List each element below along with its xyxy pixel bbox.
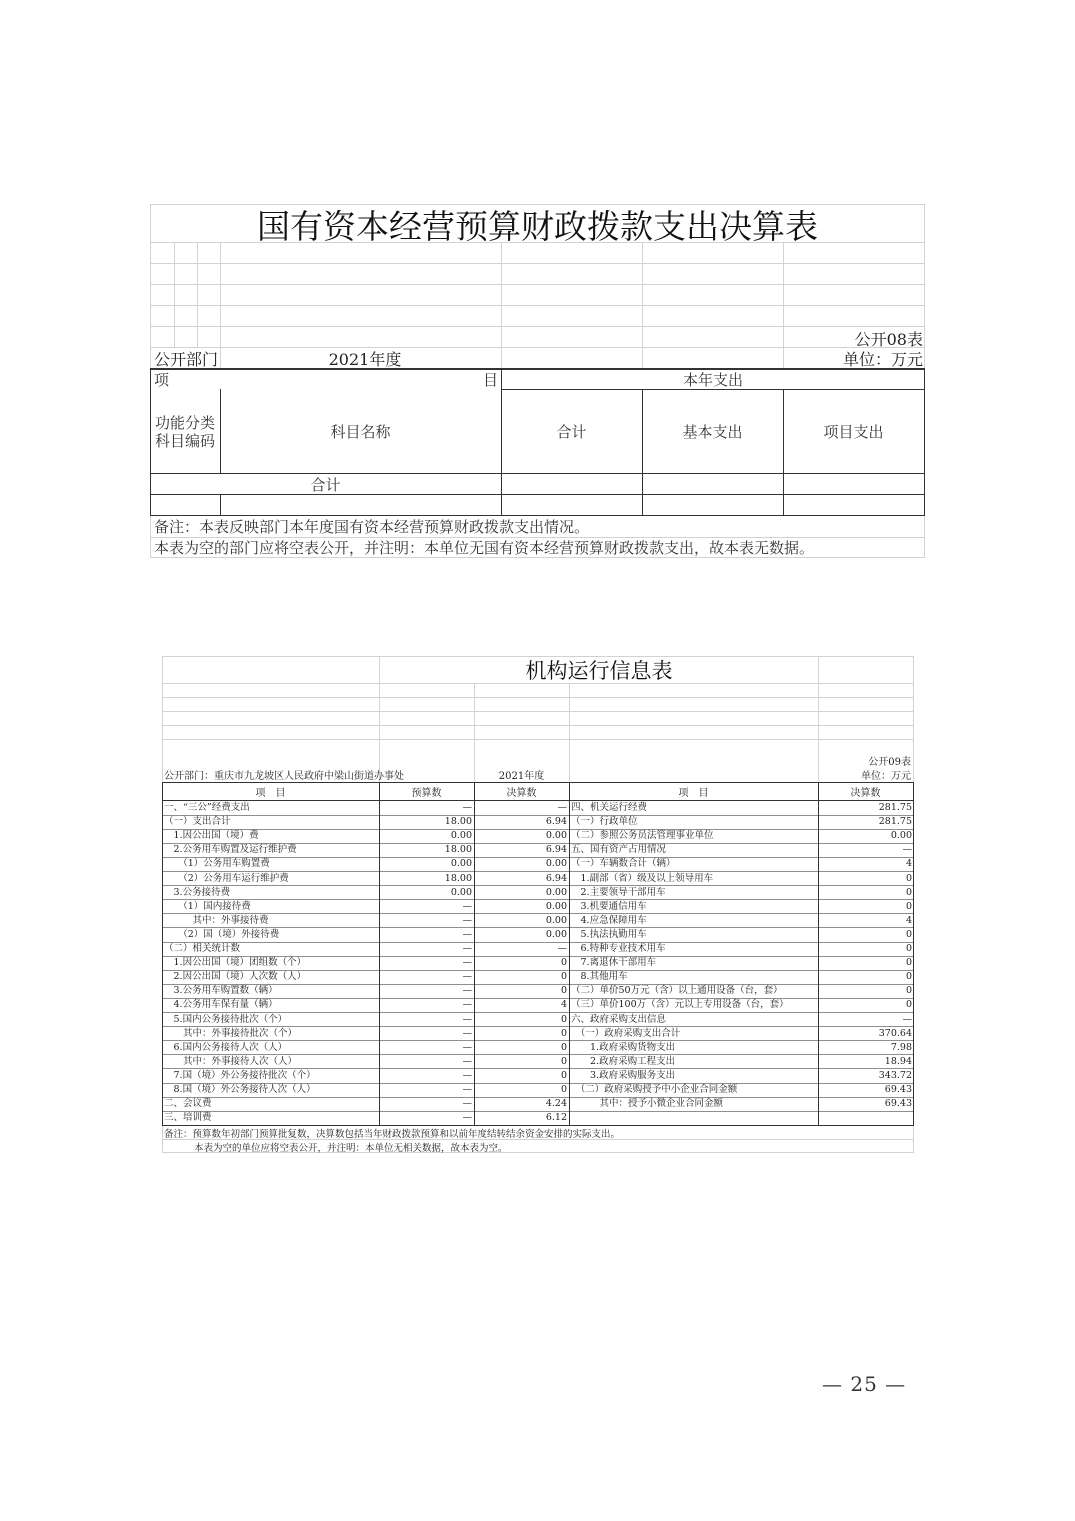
row-item: （1）国内接待费	[164, 900, 251, 912]
table-row	[162, 914, 914, 928]
row-item: （二）相关统计数	[164, 943, 241, 954]
table2-note-2-text: 本表为空的单位应将空表公开，并注明：本单位无相关数据，故本表为空。	[194, 1142, 508, 1154]
row-item: 1.因公出国（境）费	[164, 830, 259, 842]
row-item-right: 1.副部（省）级及以上领导用车	[571, 872, 714, 884]
row-item: 2.公务用车购置及运行维护费	[164, 844, 297, 856]
table-row	[162, 801, 914, 815]
row-budget: 0.00	[450, 886, 472, 898]
row-final-right: 4	[905, 914, 912, 926]
table2-title: 机构运行信息表	[525, 659, 673, 683]
row-item: 三、培训费	[164, 1112, 212, 1124]
table1-total-row-label: 合计	[310, 475, 341, 494]
row-budget: 0.00	[450, 858, 472, 870]
row-item: 4.公务用车保有量（辆）	[164, 999, 278, 1011]
row-item-right: 2.政府采购工程支出	[571, 1055, 676, 1067]
table-row	[162, 942, 914, 956]
row-item: 其中：外事接待费	[164, 914, 269, 926]
row-budget: —	[462, 1069, 472, 1081]
table1-col-code: 功能分类 科目编码	[154, 413, 215, 450]
row-final-right: 69.43	[884, 1084, 912, 1095]
row-item: 3.公务接待费	[164, 886, 231, 898]
table1-dept-label: 公开部门	[154, 349, 219, 369]
table2-header-budget: 预算数	[411, 788, 442, 799]
table-row	[162, 886, 914, 900]
row-final: —	[557, 943, 567, 954]
row-final-right: 0	[905, 886, 912, 898]
row-item-right: 3.机要通信用车	[571, 900, 647, 912]
row-final: 0	[560, 1069, 567, 1081]
table1-col-name: 科目名称	[330, 423, 391, 441]
table2-form-number: 公开09表	[868, 756, 911, 768]
table2-header-final-right: 决算数	[850, 788, 881, 799]
row-item: 8.国（境）外公务接待人次（人）	[164, 1084, 316, 1095]
row-budget: —	[462, 971, 472, 983]
row-final: 0.00	[545, 858, 567, 870]
table-row	[162, 956, 914, 970]
table1-header-current-year: 本年支出	[682, 371, 743, 389]
table-row	[162, 815, 914, 829]
row-item: 2.因公出国（境）人次数（人）	[164, 971, 307, 983]
row-final: 0	[560, 1013, 567, 1025]
table2-note-1: 备注：预算数年初部门预算批复数，决算数包括当年财政拨款预算和以前年度结转结余资金安排的实际支出。	[164, 1129, 621, 1140]
row-final: 0.00	[545, 928, 567, 940]
institution-operation-table	[162, 656, 914, 1153]
table-row	[162, 1013, 914, 1027]
row-item-right: 四、机关运行经费	[571, 802, 648, 813]
row-item: 6.国内公务接待人次（人）	[164, 1041, 288, 1053]
row-budget: 18.00	[444, 872, 472, 884]
row-budget: —	[462, 914, 472, 926]
row-final: 6.12	[545, 1112, 567, 1124]
row-final: 0	[560, 957, 567, 969]
table-row	[162, 1097, 914, 1111]
row-final-right: 0	[905, 943, 912, 954]
row-item-right: （三）单价100万（含）元以上专用设备（台，套）	[571, 999, 789, 1011]
row-budget: 18.00	[444, 816, 472, 828]
row-final: 6.94	[545, 844, 567, 856]
row-final: 4.24	[545, 1098, 567, 1110]
row-budget: —	[462, 928, 472, 940]
table-row	[162, 1083, 914, 1097]
row-final-right: 343.72	[878, 1069, 912, 1081]
row-final-right: 281.75	[878, 816, 912, 828]
row-final-right: 18.94	[884, 1055, 912, 1067]
row-budget: —	[462, 999, 472, 1011]
row-item-right: （二）参照公务员法管理事业单位	[571, 830, 714, 842]
row-item-right: 2.主要领导干部用车	[571, 886, 666, 898]
row-budget: —	[462, 957, 472, 969]
row-final: —	[557, 802, 567, 813]
table1-unit: 单位：万元	[842, 349, 923, 369]
row-budget: —	[462, 943, 472, 954]
row-item: （一）支出合计	[164, 816, 231, 828]
row-item: （2）公务用车运行维护费	[164, 872, 289, 884]
row-item-right: 3.政府采购服务支出	[571, 1069, 676, 1081]
row-item-right: （一）车辆数合计（辆）	[571, 858, 676, 870]
row-item-right: （一）政府采购支出合计	[571, 1027, 681, 1039]
table-row	[162, 998, 914, 1012]
table-row	[162, 1041, 914, 1055]
table-row	[162, 872, 914, 886]
row-final-right: 370.64	[878, 1027, 912, 1039]
row-budget: 18.00	[444, 844, 472, 856]
row-final-right: 0	[905, 957, 912, 969]
table-row	[162, 829, 914, 843]
table1-form-number: 公开08表	[854, 329, 923, 349]
row-item-right: 六、政府采购支出信息	[571, 1013, 667, 1025]
row-final: 0	[560, 1055, 567, 1067]
row-item-right: 8.其他用车	[571, 971, 628, 983]
row-budget: —	[462, 1055, 472, 1067]
row-budget: 0.00	[450, 830, 472, 842]
table1-header-item-right: 目	[482, 371, 498, 389]
row-final-right: 0	[905, 971, 912, 983]
table2-header-final: 决算数	[506, 788, 537, 799]
row-item-right: （一）行政单位	[571, 816, 638, 828]
row-final-right: 7.98	[890, 1041, 912, 1053]
row-item-right: （二）政府采购授予中小企业合同金额	[571, 1084, 738, 1095]
row-item: （1）公务用车购置费	[164, 858, 270, 870]
row-final: 0.00	[545, 830, 567, 842]
row-item-right: 其中：授予小微企业合同金额	[571, 1098, 724, 1110]
row-final-right: 0	[905, 985, 912, 997]
row-item: 7.国（境）外公务接待批次（个）	[164, 1069, 316, 1081]
row-final-right: 0	[905, 999, 912, 1011]
table-row	[162, 970, 914, 984]
row-item-right: 6.特种专业技术用车	[571, 943, 666, 954]
row-final-right: 4	[905, 858, 912, 870]
table1-year: 2021年度	[328, 349, 402, 369]
table-row	[162, 928, 914, 942]
row-budget: —	[462, 1112, 472, 1124]
table2-year: 2021年度	[498, 771, 545, 782]
row-final: 0.00	[545, 886, 567, 898]
table1-col-total: 合计	[556, 423, 587, 441]
row-budget: —	[462, 1013, 472, 1025]
row-final-right: —	[902, 844, 912, 856]
table2-header-item: 项 目	[255, 788, 286, 799]
row-budget: —	[462, 1041, 472, 1053]
table-row	[162, 900, 914, 914]
row-item: 其中：外事接待批次（个）	[164, 1027, 298, 1039]
table-row	[162, 1055, 914, 1069]
table-row	[162, 857, 914, 871]
row-final: 0	[560, 1084, 567, 1095]
state-capital-budget-table	[150, 204, 925, 558]
row-final-right: 69.43	[884, 1098, 912, 1110]
row-item: 二、会议费	[164, 1098, 212, 1110]
table-row	[162, 1069, 914, 1083]
table1-note-1: 备注：本表反映部门本年度国有资本经营预算财政拨款支出情况。	[154, 518, 590, 536]
row-budget: —	[462, 900, 472, 912]
table-row	[162, 1027, 914, 1041]
row-final-right: 0.00	[890, 830, 912, 842]
row-final-right: 0	[905, 928, 912, 940]
row-final: 0	[560, 1027, 567, 1039]
table2-dept: 公开部门：重庆市九龙坡区人民政府中梁山街道办事处	[164, 771, 404, 782]
page-number: — 25 —	[822, 1372, 907, 1396]
row-final-right: —	[902, 1013, 912, 1025]
row-item: 其中：外事接待人次（人）	[164, 1055, 298, 1067]
table2-header-item-right: 项 目	[678, 788, 709, 799]
table1-header-item-left: 项	[154, 371, 170, 389]
row-item-right: 4.应急保障用车	[571, 914, 647, 926]
row-final: 0.00	[545, 914, 567, 926]
row-final: 0.00	[545, 900, 567, 912]
row-item-right: 5.执法执勤用车	[571, 928, 647, 940]
row-final: 6.94	[545, 816, 567, 828]
row-final-right: 0	[905, 900, 912, 912]
table1-col-project: 项目支出	[823, 423, 884, 441]
table-row	[162, 984, 914, 998]
row-final: 6.94	[545, 872, 567, 884]
row-item-right: 7.离退休干部用车	[571, 957, 657, 969]
table2-note-2	[164, 1140, 906, 1153]
table2-unit: 单位：万元	[861, 771, 911, 782]
row-item: （2）国（境）外接待费	[164, 928, 280, 940]
row-final-right: 0	[905, 872, 912, 884]
table1-note-2: 本表为空的部门应将空表公开，并注明：本单位无国有资本经营预算财政拨款支出，故本表无数据。	[154, 538, 815, 557]
row-item: 3.公务用车购置数（辆）	[164, 985, 278, 997]
row-budget: —	[462, 1027, 472, 1039]
row-item: 一、“三公”经费支出	[164, 802, 250, 813]
row-item-right: 1.政府采购货物支出	[571, 1041, 676, 1053]
row-budget: —	[462, 1084, 472, 1095]
row-item-right: （二）单价50万元（含）以上通用设备（台，套）	[571, 985, 783, 997]
row-budget: —	[462, 802, 472, 813]
row-budget: —	[462, 985, 472, 997]
row-final: 4	[560, 999, 567, 1011]
table-row	[162, 1111, 914, 1125]
row-budget: —	[462, 1098, 472, 1110]
table1-col-basic: 基本支出	[682, 423, 743, 441]
row-final: 0	[560, 985, 567, 997]
row-item-right: 五、国有资产占用情况	[571, 844, 667, 856]
row-final-right: 281.75	[878, 802, 912, 813]
row-item: 5.国内公务接待批次（个）	[164, 1013, 288, 1025]
row-final: 0	[560, 971, 567, 983]
table1-title: 国有资本经营预算财政拨款支出决算表	[257, 206, 818, 246]
row-item: 1.因公出国（境）团组数（个）	[164, 957, 307, 969]
row-final: 0	[560, 1041, 567, 1053]
table-row	[162, 843, 914, 857]
